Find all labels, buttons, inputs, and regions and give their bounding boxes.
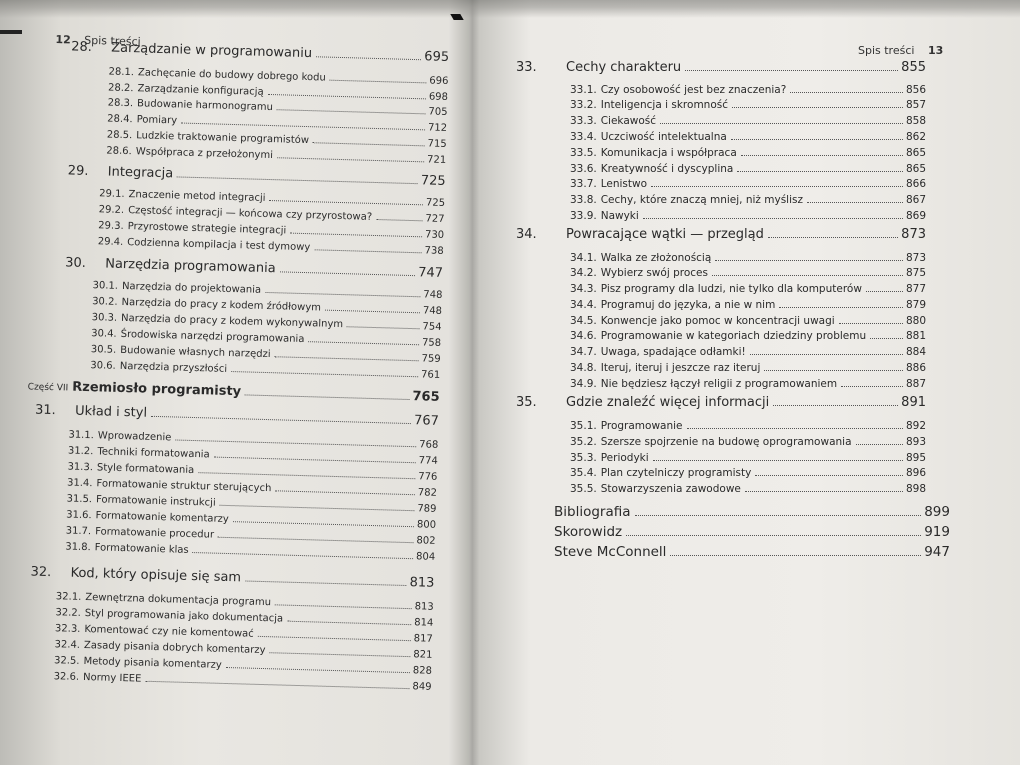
entry-page: 875 — [905, 267, 926, 279]
dot-leader — [325, 310, 420, 314]
entry-page: 814 — [414, 617, 434, 629]
entry-page: 886 — [905, 362, 926, 374]
entry-number: 30.5. — [90, 344, 117, 356]
entry-title: Nie będziesz łączył religii z programowaniem — [600, 378, 838, 390]
entry-number: 35.2. — [570, 436, 597, 448]
entry-number: 34.5. — [570, 315, 597, 327]
entry-page: 887 — [905, 378, 926, 390]
entry-page: 748 — [422, 305, 443, 317]
entry-page: 789 — [417, 503, 437, 515]
entry-page: 721 — [426, 154, 447, 166]
entry-number: 31.4. — [66, 477, 93, 490]
entry-page: 765 — [412, 389, 440, 405]
entry-title: Integracja — [107, 164, 174, 182]
dot-leader — [280, 271, 416, 276]
entry-title: Iteruj, iteruj i jeszcze raz iteruj — [600, 362, 761, 374]
entry-title: Szersze spojrzenie na budowę oprogramowania — [600, 436, 852, 448]
entry-page: 747 — [418, 265, 444, 281]
entry-title: Komunikacja i współpraca — [600, 147, 737, 159]
section-entry — [570, 210, 926, 222]
entry-title: Zewnętrzna dokumentacja programu — [85, 592, 272, 609]
entry-page: 873 — [905, 252, 926, 264]
entry-page: 893 — [905, 436, 926, 448]
entry-page: 748 — [423, 289, 443, 301]
entry-number: 33.7. — [570, 178, 597, 190]
dot-leader — [258, 636, 411, 641]
section-entry — [570, 467, 926, 479]
section-entry — [570, 283, 926, 295]
entry-number: 32. — [30, 564, 52, 581]
dot-leader — [245, 580, 407, 586]
entry-page: 730 — [424, 229, 445, 241]
dot-leader — [715, 260, 903, 261]
chapter-entry — [30, 565, 434, 591]
entry-title: Kreatywność i dyscyplina — [600, 163, 734, 175]
left-page — [0, 0, 476, 765]
entry-page: 947 — [924, 544, 950, 560]
dot-leader — [626, 535, 921, 536]
dot-leader — [265, 292, 420, 297]
entry-number: 34.8. — [570, 362, 597, 374]
section-entry — [570, 163, 926, 175]
entry-title: Nawyki — [600, 210, 639, 222]
entry-number: 29.4. — [97, 236, 124, 248]
entry-page: 727 — [425, 213, 445, 225]
chapter-entry — [65, 255, 443, 281]
left-header-page: 12 — [55, 32, 71, 47]
entry-title: Budowanie harmonogramu — [136, 98, 274, 114]
entry-page: 817 — [413, 633, 433, 645]
dot-leader — [685, 70, 898, 71]
entry-number: 29.3. — [98, 220, 124, 232]
entry-number: 28. — [71, 39, 93, 56]
dot-leader — [841, 386, 903, 387]
section-entry — [570, 147, 926, 159]
entry-page: 804 — [415, 551, 436, 563]
dot-leader — [314, 249, 421, 253]
dot-leader — [687, 428, 903, 429]
entry-page: 898 — [905, 483, 926, 495]
entry-page: 712 — [427, 122, 448, 134]
entry-title: Ludzkie traktowanie programistów — [136, 130, 310, 147]
entry-page: 873 — [901, 227, 926, 242]
entry-title: Pomiary — [136, 114, 178, 127]
entry-page: 896 — [905, 467, 926, 479]
entry-number: 30.3. — [91, 312, 118, 324]
entry-page: 768 — [419, 439, 439, 451]
entry-title: Częstość integracji — końcowa czy przyrostowa? — [127, 205, 373, 223]
entry-number: 34.1. — [570, 252, 597, 264]
dot-leader — [737, 171, 903, 172]
section-entry — [570, 84, 926, 96]
dot-leader — [643, 218, 903, 219]
entry-number: 31.2. — [67, 445, 94, 458]
entry-title: Powracające wątki — przegląd — [566, 227, 764, 242]
entry-number: 30.6. — [90, 360, 116, 372]
dot-leader — [790, 92, 903, 93]
right-header-title: Spis treści — [858, 44, 915, 57]
entry-number: 33.4. — [570, 131, 597, 143]
entry-title: Czy osobowość jest bez znaczenia? — [600, 84, 787, 96]
chapter-entry — [35, 403, 439, 429]
chapter-entry — [68, 163, 446, 189]
entry-page: 715 — [427, 138, 447, 150]
entry-title: Styl programowania jako dokumentacja — [84, 608, 284, 625]
entry-title: Znaczenie metod integracji — [128, 189, 266, 204]
section-entry — [570, 252, 926, 264]
entry-page: 705 — [428, 106, 448, 118]
part-entry — [28, 378, 440, 404]
entry-title: Uczciwość intelektualna — [600, 131, 727, 143]
dot-leader — [870, 338, 903, 339]
entry-page: 895 — [905, 452, 926, 464]
entry-number: 35.5. — [570, 483, 597, 495]
entry-page: 865 — [905, 147, 926, 159]
chapter-entry — [516, 60, 926, 75]
entry-title: Narzędzia do pracy z kodem źródłowym — [121, 296, 322, 314]
entry-page: 813 — [414, 601, 434, 613]
entry-title: Środowiska narzędzi programowania — [120, 328, 305, 346]
entry-title: Pisz programy dla ludzi, nie tylko dla komputerów — [600, 283, 862, 295]
entry-title: Formatowanie procedur — [95, 526, 215, 541]
dot-leader — [764, 370, 903, 371]
dot-leader — [268, 94, 426, 99]
dot-leader — [275, 490, 415, 495]
entry-title: Formatowanie instrukcji — [95, 494, 216, 509]
entry-title: Zarządzanie konfiguracją — [137, 83, 264, 98]
entry-number: 29. — [67, 163, 89, 179]
entry-title: Steve McConnell — [554, 544, 667, 560]
dot-leader — [750, 354, 903, 355]
entry-number: 35.4. — [570, 467, 597, 479]
section-entry — [570, 330, 926, 342]
section-entry — [570, 420, 926, 432]
entry-page: 881 — [905, 330, 926, 342]
entry-title: Cechy, które znaczą mniej, niż myślisz — [600, 194, 803, 206]
entry-number: 32.3. — [54, 623, 81, 635]
entry-page: 855 — [901, 60, 926, 75]
entry-page: 738 — [424, 245, 444, 257]
entry-number: 31.5. — [66, 493, 93, 506]
entry-page: 761 — [420, 369, 441, 381]
entry-page: 865 — [905, 163, 926, 175]
dot-leader — [856, 444, 903, 445]
entry-title: Metody pisania komentarzy — [83, 656, 222, 671]
entry-title: Skorowidz — [554, 524, 623, 540]
entry-number: 34.2. — [570, 267, 597, 279]
entry-page: 800 — [416, 519, 437, 531]
entry-title: Lenistwo — [600, 178, 648, 190]
entry-page: 858 — [905, 115, 926, 127]
dot-leader — [275, 604, 412, 609]
entry-number: 34.3. — [570, 283, 597, 295]
entry-number: 32.5. — [53, 655, 80, 667]
entry-page: 899 — [924, 504, 950, 520]
back-matter-entry — [554, 504, 950, 520]
entry-page: 877 — [905, 283, 926, 295]
entry-number: 32.1. — [55, 591, 82, 603]
dot-leader — [670, 555, 921, 556]
entry-number: 34. — [516, 227, 537, 242]
entry-title: Programuj do języka, a nie w nim — [600, 299, 776, 311]
entry-number: 28.3. — [107, 97, 134, 110]
entry-number: 31.3. — [67, 461, 94, 474]
entry-title: Zasady pisania dobrych komentarzy — [83, 640, 266, 657]
entry-number: 29.1. — [98, 188, 125, 200]
dot-leader — [773, 405, 898, 406]
section-entry — [570, 346, 926, 358]
entry-number: 30. — [64, 255, 87, 271]
dot-leader — [175, 439, 416, 447]
dot-leader — [732, 107, 903, 108]
entry-number: 33.1. — [570, 84, 597, 96]
entry-number: 31.6. — [66, 509, 92, 522]
dot-leader — [745, 491, 903, 492]
entry-title: Narzędzia do pracy z kodem wykonywalnym — [120, 312, 344, 331]
entry-number: 30.4. — [91, 328, 117, 340]
entry-number: 28.1. — [108, 66, 135, 79]
section-entry — [570, 99, 926, 111]
entry-title: Układ i styl — [74, 403, 148, 421]
entry-number: 30.1. — [92, 280, 119, 292]
dot-leader — [287, 621, 411, 625]
entry-page: 821 — [413, 649, 433, 661]
entry-title: Zarządzanie w programowaniu — [111, 40, 313, 62]
dot-leader — [277, 157, 424, 162]
dot-leader — [653, 460, 903, 461]
section-entry — [570, 362, 926, 374]
dot-leader — [269, 652, 410, 657]
entry-title: Budowanie własnych narzędzi — [120, 344, 271, 361]
entry-page: 919 — [924, 524, 950, 540]
entry-number: 33.5. — [570, 147, 597, 159]
entry-title: Formatowanie struktur sterujących — [96, 478, 272, 495]
entry-number: 32.6. — [53, 671, 80, 683]
dot-leader — [316, 56, 421, 60]
entry-title: Formatowanie komentarzy — [95, 510, 229, 526]
right-header — [858, 44, 943, 57]
dot-leader — [231, 371, 418, 377]
entry-number: 32.2. — [55, 607, 82, 619]
right-page — [470, 0, 1020, 765]
entry-number: 33.2. — [570, 99, 597, 111]
entry-page: 696 — [429, 75, 449, 87]
entry-number: 32.4. — [54, 639, 81, 651]
entry-number: 33. — [516, 60, 537, 75]
dot-leader — [245, 394, 409, 400]
dot-leader — [269, 200, 422, 205]
dot-leader — [731, 139, 903, 140]
entry-number: 31.1. — [68, 429, 94, 442]
entry-page: 866 — [905, 178, 926, 190]
entry-page: 856 — [905, 84, 926, 96]
entry-page: 849 — [412, 681, 432, 693]
entry-title: Współpraca z przełożonymi — [135, 146, 274, 162]
entry-number: 28.2. — [107, 82, 134, 95]
dot-leader — [807, 202, 903, 203]
section-entry — [570, 299, 926, 311]
entry-title: Techniki formatowania — [97, 446, 210, 461]
entry-title: Stowarzyszenia zawodowe — [600, 483, 741, 495]
back-matter-entry — [554, 544, 950, 560]
entry-number: 31. — [34, 402, 56, 419]
entry-title: Narzędzia do projektowania — [121, 280, 262, 296]
entry-page: 879 — [905, 299, 926, 311]
entry-title: Periodyki — [600, 452, 649, 464]
entry-number: 28.6. — [106, 145, 132, 158]
entry-title: Walka ze złożonością — [600, 252, 712, 264]
dot-leader — [198, 472, 415, 479]
entry-title: Ciekawość — [600, 115, 657, 127]
dot-leader — [866, 291, 903, 292]
entry-page: 862 — [905, 131, 926, 143]
section-entry — [570, 315, 926, 327]
entry-number: 34.9. — [570, 378, 597, 390]
dot-leader — [313, 142, 425, 146]
entry-title: Konwencje jako pomoc w koncentracji uwagi — [600, 315, 835, 327]
entry-number: 29.2. — [98, 204, 125, 216]
entry-page: 869 — [905, 210, 926, 222]
dot-leader — [275, 356, 419, 361]
dot-leader — [755, 475, 903, 476]
entry-title: Programowanie — [600, 420, 683, 432]
entry-title: Normy IEEE — [82, 672, 142, 685]
entry-number: 33.9. — [570, 210, 597, 222]
section-entry — [570, 378, 926, 390]
entry-title: Narzędzia programowania — [104, 256, 276, 277]
section-entry — [570, 452, 926, 464]
section-entry — [570, 131, 926, 143]
dot-leader — [712, 275, 903, 276]
section-entry — [570, 115, 926, 127]
entry-title: Style formatowania — [96, 462, 195, 477]
section-entry — [570, 178, 926, 190]
entry-page: 725 — [425, 197, 446, 209]
entry-number: 30.2. — [91, 296, 118, 308]
entry-number: 35. — [516, 395, 537, 410]
dot-leader — [347, 326, 419, 329]
entry-title: Komentować czy nie komentować — [84, 624, 254, 640]
entry-number: 31.7. — [65, 525, 92, 538]
entry-title: Formatowanie klas — [94, 542, 189, 556]
entry-page: 813 — [409, 575, 435, 591]
entry-page: 867 — [905, 194, 926, 206]
entry-page: 758 — [421, 337, 442, 349]
entry-title: Wprowadzenie — [97, 430, 172, 444]
entry-number: 33.6. — [570, 163, 597, 175]
dot-leader — [181, 123, 425, 131]
entry-page: 695 — [424, 49, 450, 65]
entry-page: 828 — [412, 665, 433, 677]
entry-title: Cechy charakteru — [566, 60, 682, 75]
section-entry — [570, 267, 926, 279]
entry-title: Rzemiosło programisty — [72, 379, 242, 400]
entry-number: 33.8. — [570, 194, 597, 206]
dot-leader — [839, 323, 903, 324]
dot-leader — [233, 521, 414, 527]
entry-number: 28.5. — [106, 129, 133, 142]
dot-leader — [768, 237, 898, 238]
entry-number: 33.3. — [570, 115, 597, 127]
entry-page: 857 — [905, 99, 926, 111]
entry-page: 759 — [421, 353, 441, 365]
chapter-entry — [516, 227, 926, 242]
entry-number: 35.1. — [570, 420, 597, 432]
left-header-title: Spis treści — [84, 33, 141, 49]
entry-title: Uwaga, spadające odłamki! — [600, 346, 746, 358]
section-entry — [570, 483, 926, 495]
chapter-entry — [71, 39, 449, 65]
entry-page: 892 — [905, 420, 926, 432]
entry-page: 880 — [905, 315, 926, 327]
entry-title: Zachęcanie do budowy dobrego kodu — [137, 67, 326, 84]
entry-number: 34.7. — [570, 346, 597, 358]
entry-title: Programowanie w kategoriach dziedziny problemu — [600, 330, 867, 342]
dot-leader — [193, 552, 413, 559]
dot-leader — [290, 233, 422, 238]
dot-leader — [277, 109, 426, 114]
entry-title: Kod, który opisuje się sam — [70, 565, 242, 586]
chapter-entry — [516, 395, 926, 410]
dot-leader — [635, 515, 922, 516]
right-header-page: 13 — [927, 44, 944, 57]
entry-title: Codzienna kompilacja i test dymowy — [127, 237, 311, 254]
entry-page: 782 — [417, 487, 438, 499]
dot-leader — [214, 457, 416, 464]
dot-leader — [151, 416, 411, 424]
dot-leader — [226, 667, 410, 673]
section-entry — [570, 436, 926, 448]
dot-leader — [779, 307, 903, 308]
dot-leader — [660, 123, 903, 124]
dot-leader — [308, 341, 419, 345]
dot-leader — [651, 186, 903, 187]
entry-page: 891 — [901, 395, 926, 410]
dot-leader — [145, 681, 409, 689]
entry-page: 774 — [418, 455, 438, 467]
dot-leader — [220, 505, 415, 511]
back-matter-entry — [554, 524, 950, 540]
dot-leader — [330, 80, 427, 84]
entry-title: Przyrostowe strategie integracji — [127, 221, 287, 237]
entry-number: 34.4. — [570, 299, 597, 311]
entry-page: 698 — [428, 91, 449, 103]
dot-leader — [218, 537, 413, 543]
entry-page: 754 — [422, 321, 442, 333]
entry-title: Gdzie znaleźć więcej informacji — [566, 395, 770, 410]
entry-title: Wybierz swój proces — [600, 267, 708, 279]
entry-title: Plan czytelniczy programisty — [600, 467, 752, 479]
entry-title: Narzędzia przyszłości — [119, 360, 228, 375]
entry-page: 725 — [420, 173, 446, 189]
entry-title: Bibliografia — [554, 504, 631, 520]
entry-number: Część VII — [27, 382, 69, 394]
entry-number: 35.3. — [570, 452, 597, 464]
entry-page: 802 — [416, 535, 436, 547]
entry-title: Inteligencja i skromność — [600, 99, 728, 111]
entry-number: 34.6. — [570, 330, 597, 342]
section-entry — [570, 194, 926, 206]
dot-leader — [741, 155, 903, 156]
dot-leader — [376, 219, 422, 221]
entry-number: 28.4. — [107, 113, 133, 126]
dot-leader — [177, 176, 418, 184]
entry-page: 776 — [418, 471, 438, 483]
entry-number: 31.8. — [65, 541, 91, 554]
entry-page: 767 — [413, 413, 440, 429]
entry-page: 884 — [905, 346, 926, 358]
